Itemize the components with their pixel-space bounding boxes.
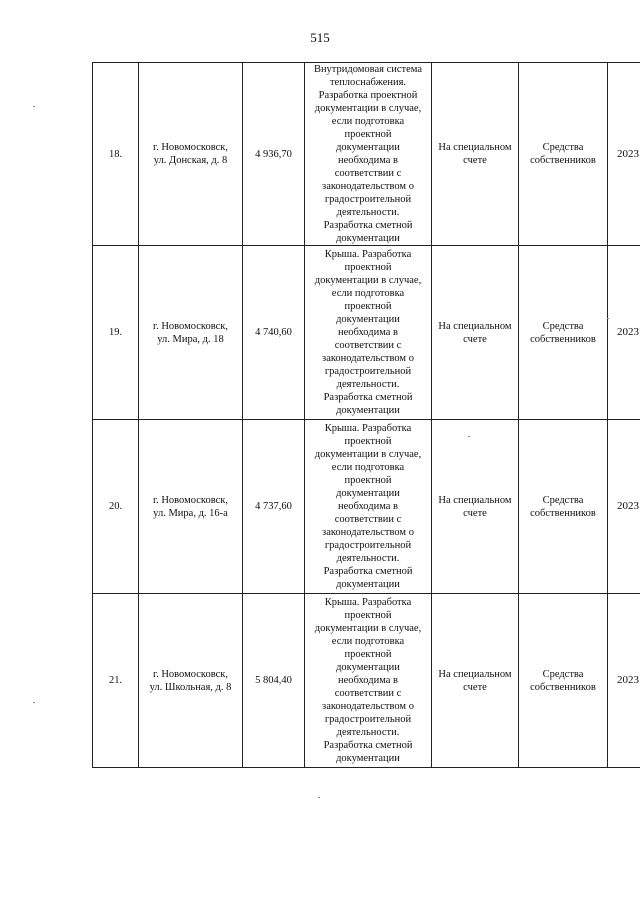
work-description-cell-line: если подготовка: [331, 288, 405, 299]
funding-source-cell-line: собственников: [530, 155, 596, 166]
work-description-cell-line: Разработка проектной: [318, 90, 418, 101]
work-description-cell-line: проектной: [344, 129, 392, 140]
address-cell: [139, 63, 243, 246]
work-description-cell-line: документации: [336, 753, 400, 764]
table-row: [93, 246, 640, 420]
work-description-cell-line: законодательством о: [322, 181, 414, 192]
work-description-cell-line: теплоснабжения.: [329, 77, 407, 88]
work-description-cell: [305, 420, 432, 594]
funding-source-cell-line: собственников: [530, 681, 596, 693]
work-description-cell-line: документации: [336, 662, 400, 673]
account-type-cell-line: На специальном: [438, 668, 512, 680]
address-cell-line: г. Новомосковск,: [152, 494, 229, 506]
work-description-cell-line: документации: [336, 142, 400, 153]
work-description-cell-line: документации: [336, 233, 400, 244]
scan-speck: [33, 106, 35, 107]
cost-cell: 4 737,60: [243, 420, 305, 594]
work-description-cell-line: документации: [336, 488, 400, 499]
year-cell: 2023: [608, 420, 640, 594]
funding-source-cell-line: Средства: [542, 668, 584, 680]
account-type-cell-line: счете: [463, 333, 487, 345]
funding-source-cell: [519, 594, 608, 768]
address-cell-line: г. Новомосковск,: [152, 320, 229, 332]
funding-source-cell-line: собственников: [530, 333, 596, 345]
scan-speck: [33, 702, 35, 703]
work-description-cell-line: проектной: [344, 475, 392, 486]
work-description-cell-line: соответствии с: [334, 340, 402, 351]
account-type-cell: [432, 246, 519, 420]
work-description-cell-line: документации: [336, 579, 400, 590]
page-number: 515: [310, 30, 330, 45]
work-description-cell-line: необходима в: [337, 675, 399, 686]
work-description-cell-line: проектной: [344, 610, 392, 621]
address-cell-line: г. Новомосковск,: [152, 668, 229, 680]
cost-cell: 4 936,70: [243, 63, 305, 246]
address-cell-line: ул. Мира, д. 18: [157, 333, 224, 345]
work-description-cell-line: Разработка сметной: [323, 220, 413, 231]
account-type-cell: [432, 420, 519, 594]
work-description-cell-line: деятельности.: [336, 727, 400, 738]
work-description-cell-line: Разработка сметной: [323, 566, 413, 577]
work-description-cell-line: соответствии с: [334, 514, 402, 525]
work-description-cell-line: градостроительной: [324, 540, 412, 551]
year-cell: 2023: [608, 63, 640, 246]
year-cell: 2023: [608, 246, 640, 420]
year-cell: 2023: [608, 594, 640, 768]
work-description-cell: [305, 63, 432, 246]
work-description-cell-line: необходима в: [337, 155, 399, 166]
row-number-cell: 20.: [93, 420, 139, 594]
work-description-cell-line: Внутридомовая система: [313, 64, 423, 75]
address-cell: [139, 246, 243, 420]
address-cell: [139, 420, 243, 594]
work-description-cell-line: документации: [336, 405, 400, 416]
work-description-cell-line: Крыша. Разработка: [324, 249, 412, 260]
work-description-cell-line: если подготовка: [331, 116, 405, 127]
work-description-cell-line: документации в случае,: [314, 103, 422, 114]
account-type-cell-line: На специальном: [438, 142, 512, 153]
address-cell-line: ул. Школьная, д. 8: [149, 681, 232, 693]
cost-cell: 5 804,40: [243, 594, 305, 768]
work-description-cell-line: градостроительной: [324, 366, 412, 377]
account-type-cell-line: счете: [463, 681, 487, 693]
account-type-cell-line: На специальном: [438, 494, 512, 506]
account-type-cell: [432, 63, 519, 246]
work-description-cell-line: если подготовка: [331, 636, 405, 647]
address-cell-line: ул. Донская, д. 8: [153, 155, 228, 166]
scan-speck: [318, 797, 320, 798]
work-description-cell-line: Разработка сметной: [323, 740, 413, 751]
work-description-cell-line: документации: [336, 314, 400, 325]
table-body: [93, 63, 640, 768]
row-number-cell: 19.: [93, 246, 139, 420]
work-description-cell-line: проектной: [344, 436, 392, 447]
scan-speck: [607, 318, 609, 319]
table-row: [93, 594, 640, 768]
table-row: [93, 420, 640, 594]
account-type-cell-line: счете: [463, 507, 487, 519]
work-description-cell-line: законодательством о: [322, 527, 414, 538]
work-description-cell-line: законодательством о: [322, 701, 414, 712]
work-description-cell-line: соответствии с: [334, 168, 402, 179]
funding-source-cell: [519, 420, 608, 594]
work-plan-table: [92, 62, 640, 768]
funding-source-cell-line: Средства: [542, 320, 584, 332]
work-description-cell-line: необходима в: [337, 327, 399, 338]
address-cell-line: г. Новомосковск,: [152, 142, 229, 153]
work-description-cell-line: градостроительной: [324, 714, 412, 725]
funding-source-cell-line: собственников: [530, 507, 596, 519]
scan-speck: [468, 436, 470, 437]
funding-source-cell: [519, 63, 608, 246]
work-description-cell-line: Разработка сметной: [323, 392, 413, 403]
work-description-cell-line: деятельности.: [336, 553, 400, 564]
work-description-cell-line: законодательством о: [322, 353, 414, 364]
work-description-cell-line: если подготовка: [331, 462, 405, 473]
funding-source-cell: [519, 246, 608, 420]
work-description-cell-line: градостроительной: [324, 194, 412, 205]
work-description-cell-line: документации в случае,: [314, 275, 422, 286]
funding-source-cell-line: Средства: [542, 494, 584, 506]
work-description-cell-line: деятельности.: [336, 207, 400, 218]
address-cell-line: ул. Мира, д. 16-а: [153, 507, 228, 519]
table-row: [93, 63, 640, 246]
work-description-cell-line: проектной: [344, 262, 392, 273]
work-description-cell: [305, 594, 432, 768]
work-description-cell-line: соответствии с: [334, 688, 402, 699]
row-number-cell: 21.: [93, 594, 139, 768]
work-description-cell-line: проектной: [344, 649, 392, 660]
work-description-cell-line: документации в случае,: [314, 623, 422, 634]
address-cell: [139, 594, 243, 768]
work-description-cell-line: проектной: [344, 301, 392, 312]
work-description-cell-line: Крыша. Разработка: [324, 423, 412, 434]
work-description-cell-line: деятельности.: [336, 379, 400, 390]
work-description-cell-line: Крыша. Разработка: [324, 597, 412, 608]
work-description-cell-line: необходима в: [337, 501, 399, 512]
account-type-cell: [432, 594, 519, 768]
cost-cell: 4 740,60: [243, 246, 305, 420]
work-description-cell-line: документации в случае,: [314, 449, 422, 460]
account-type-cell-line: счете: [463, 155, 487, 166]
account-type-cell-line: На специальном: [438, 320, 512, 332]
work-description-cell: [305, 246, 432, 420]
row-number-cell: 18.: [93, 63, 139, 246]
funding-source-cell-line: Средства: [542, 142, 584, 153]
